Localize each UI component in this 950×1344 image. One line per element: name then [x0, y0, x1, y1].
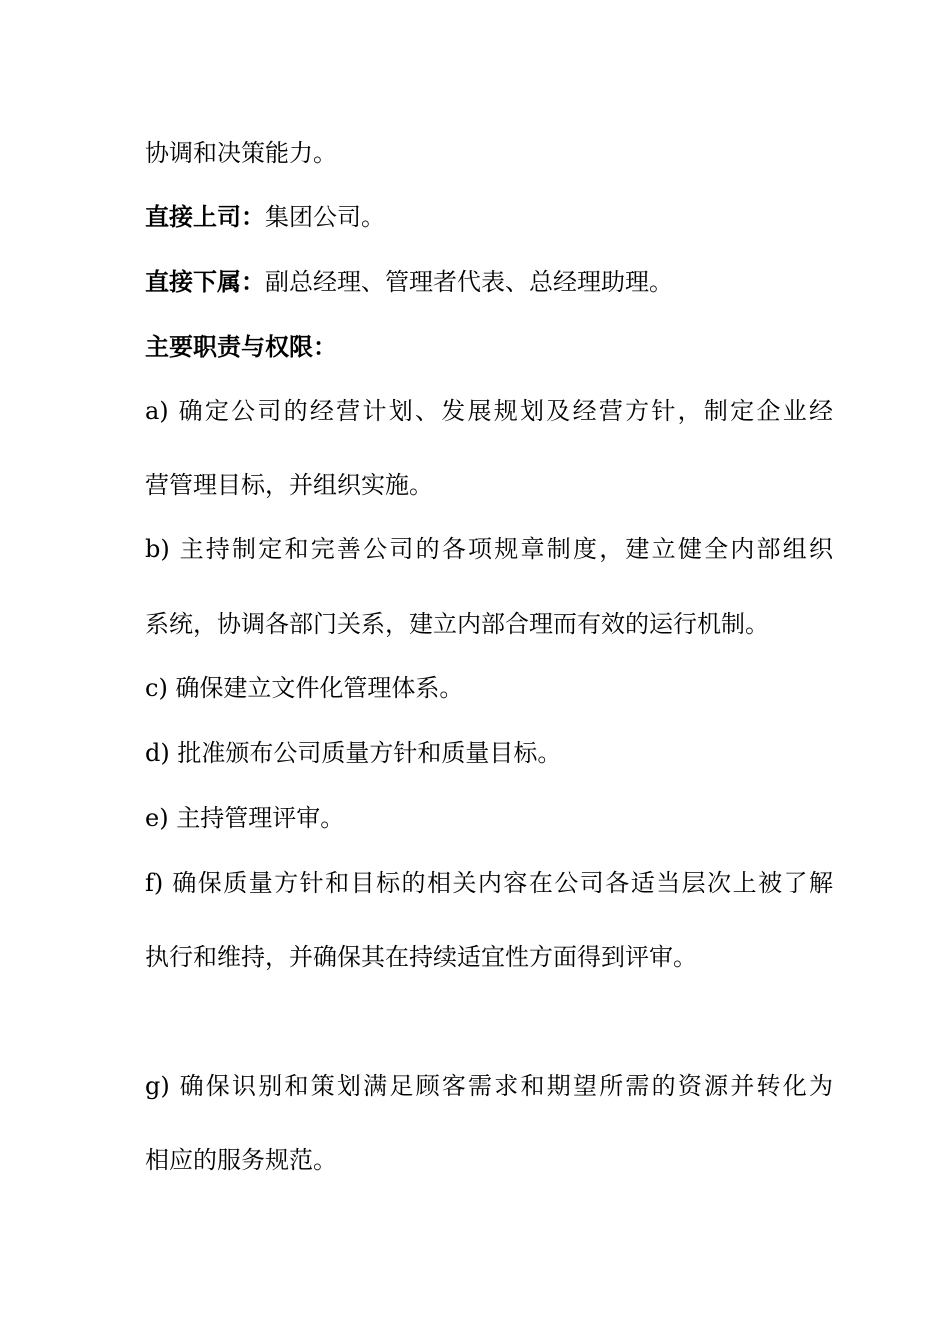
item-a-line2: 营管理目标，并组织实施。 [145, 471, 433, 499]
item-e-line1: e) 主持管理评审。 [145, 804, 345, 832]
supervisor-label: 直接上司： [145, 203, 265, 231]
subordinates-label: 直接下属： [145, 268, 265, 296]
item-g-line2: 相应的服务规范。 [145, 1146, 337, 1174]
item-b-line1: b) 主持制定和完善公司的各项规章制度，建立健全内部组织 [145, 535, 833, 563]
continued-text-line: 协调和决策能力。 [145, 139, 337, 167]
item-c-line1: c) 确保建立文件化管理体系。 [145, 674, 464, 702]
item-d-line1: d) 批准颁布公司质量方针和质量目标。 [145, 739, 562, 767]
item-f-line2: 执行和维持，并确保其在持续适宜性方面得到评审。 [145, 943, 697, 971]
supervisor-row [145, 200, 385, 234]
item-a-line1: a) 确定公司的经营计划、发展规划及经营方针，制定企业经 [145, 397, 833, 425]
subordinates-value: 副总经理、管理者代表、总经理助理。 [265, 268, 673, 296]
duties-heading: 主要职责与权限： [145, 333, 337, 361]
item-b-line2: 系统，协调各部门关系，建立内部合理而有效的运行机制。 [145, 610, 769, 638]
supervisor-value: 集团公司。 [265, 203, 385, 231]
subordinates-row [145, 265, 673, 299]
item-g-line1: g) 确保识别和策划满足顾客需求和期望所需的资源并转化为 [145, 1072, 833, 1100]
item-f-line1: f) 确保质量方针和目标的相关内容在公司各适当层次上被了解 [145, 869, 833, 897]
